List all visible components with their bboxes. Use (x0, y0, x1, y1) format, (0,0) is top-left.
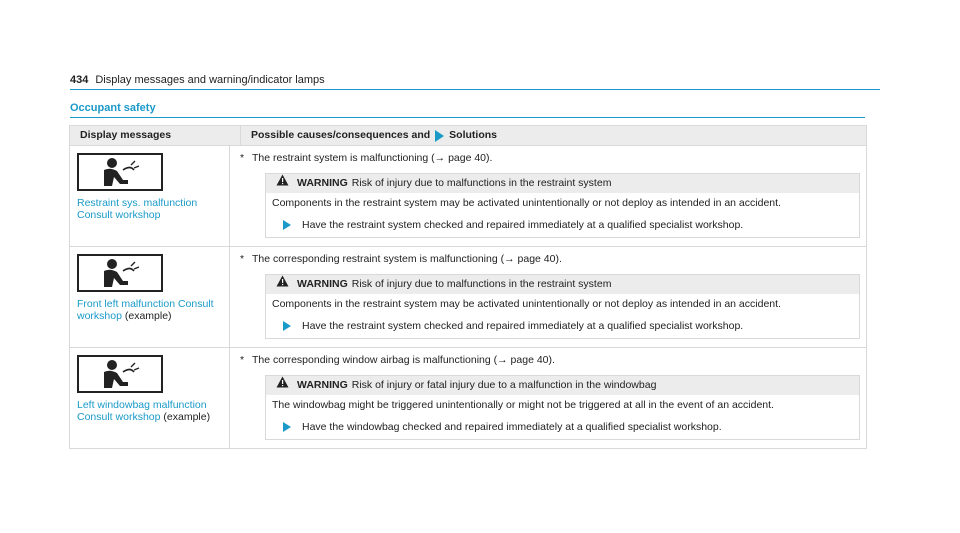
warning-body: Components in the restraint system may be activated unintentionally or not deploy as intended in an accident. (272, 298, 781, 310)
action-text: Have the windowbag checked and repaired immediately at a qualified specialist workshop. (302, 421, 722, 433)
warning-header (266, 376, 859, 395)
cause-text: The corresponding window airbag is malfunctioning (→ page 40). (252, 354, 555, 366)
warning-label: WARNING (297, 379, 348, 391)
display-message-suffix: (example) (163, 411, 211, 423)
display-message-text: Left windowbag malfunction Consult workshop (77, 399, 207, 423)
warning-action (266, 313, 859, 338)
table-row (70, 247, 866, 348)
solutions-arrow-icon (435, 130, 444, 142)
warning-action (266, 414, 859, 439)
display-message (77, 298, 229, 322)
warning-triangle-icon (276, 275, 289, 294)
warning-body: The windowbag might be triggered unintentionally or might not be triggered at all in the event of an accident. (272, 399, 774, 411)
display-message-text: Restraint sys. malfunction Consult workshop (77, 197, 198, 221)
action-text: Have the restraint system checked and repaired immediately at a qualified specialist workshop. (302, 320, 744, 332)
cause (236, 354, 860, 367)
airbag-occupant-icon (77, 153, 163, 191)
action-arrow-icon (283, 422, 291, 432)
action-text: Have the restraint system checked and repaired immediately at a qualified specialist workshop. (302, 219, 744, 231)
display-message (77, 399, 229, 423)
col-solutions-label: Solutions (449, 129, 498, 141)
warning-box (265, 274, 860, 339)
warning-triangle-icon (276, 376, 289, 395)
cause-marker: * (240, 152, 245, 164)
warning-triangle-icon (276, 174, 289, 193)
cause-text: The restraint system is malfunctioning (→ page 40). (252, 152, 493, 164)
display-message-cell (70, 146, 230, 246)
cause (236, 152, 860, 165)
cause (236, 253, 860, 266)
cause-cell (230, 247, 866, 347)
table-row (70, 146, 866, 247)
warning-header (266, 174, 859, 193)
warning-action (266, 212, 859, 237)
warning-header (266, 275, 859, 294)
col-causes-label: Possible causes/consequences and (251, 129, 431, 141)
action-arrow-icon (283, 321, 291, 331)
airbag-occupant-icon (77, 355, 163, 393)
page-header (70, 73, 880, 90)
display-message (77, 197, 229, 221)
display-message-suffix: (example) (124, 310, 172, 322)
table-header (70, 126, 866, 146)
warning-box (265, 173, 860, 238)
cause-text: The corresponding restraint system is malfunctioning (→ page 40). (252, 253, 562, 265)
col-causes (241, 126, 866, 145)
cause-marker: * (240, 354, 245, 366)
page-header-title: Display messages and warning/indicator lamps (95, 74, 325, 86)
cause-marker: * (240, 253, 245, 265)
warning-body: Components in the restraint system may be activated unintentionally or not deploy as intended in an accident. (272, 197, 781, 209)
warning-label: WARNING (297, 278, 348, 290)
display-message-cell (70, 247, 230, 347)
section-title: Occupant safety (70, 102, 865, 118)
action-arrow-icon (283, 220, 291, 230)
airbag-occupant-icon (77, 254, 163, 292)
col-display-messages: Display messages (70, 126, 241, 145)
warning-title: Risk of injury or fatal injury due to a malfunction in the windowbag (351, 379, 657, 391)
warning-title: Risk of injury due to malfunctions in the restraint system (351, 278, 612, 290)
display-messages-table (69, 125, 867, 449)
table-row (70, 348, 866, 449)
warning-title: Risk of injury due to malfunctions in the restraint system (351, 177, 612, 189)
warning-label: WARNING (297, 177, 348, 189)
cause-cell (230, 348, 866, 448)
warning-box (265, 375, 860, 440)
display-message-cell (70, 348, 230, 448)
page-number: 434 (70, 74, 89, 86)
cause-cell (230, 146, 866, 246)
display-message-text: Front left malfunction Consult workshop (77, 298, 214, 322)
